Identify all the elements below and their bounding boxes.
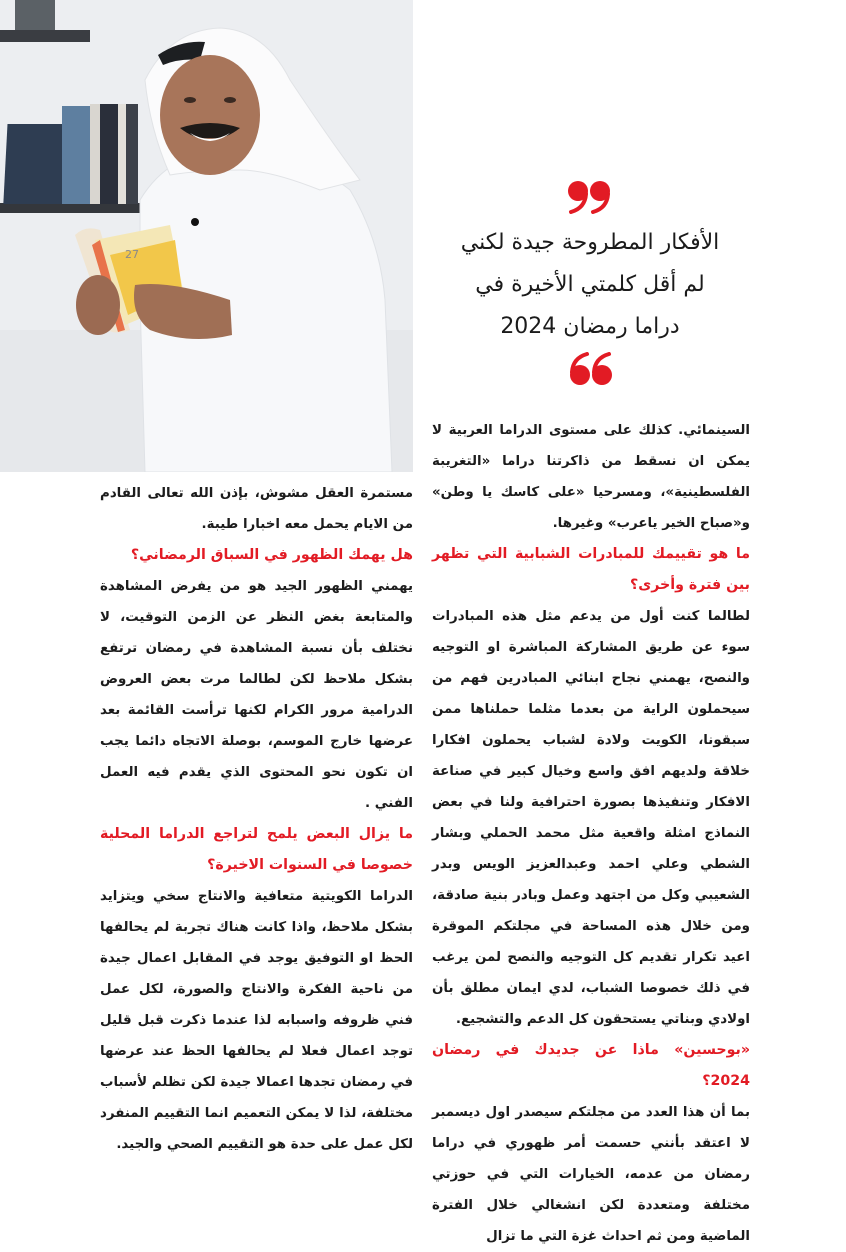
article-column-left (100, 478, 413, 1160)
article-column-right (432, 415, 750, 1252)
opening-quote-icon (567, 352, 613, 386)
shelf-bottom (0, 203, 140, 213)
paragraph: السينمائي. كذلك على مستوى الدراما العربية لا يمكن ان نسقط من ذاكرتنا دراما «التغريبة الفلسطينية»، ومسرحيا «على كاسك يا وطن» و«صباح الخير ياعرب» وغيرها. (432, 423, 750, 531)
paragraph: مستمرة العقل مشوش، بإذن الله تعالى القادم من الايام يحمل معه اخبارا طيبة. (100, 486, 413, 532)
face (160, 55, 260, 175)
pull-quote-line: الأفكار المطروحة جيدة لكني (460, 230, 720, 255)
book-cover-number: 27 (125, 248, 139, 261)
pull-quote-line: لم أقل كلمتي الأخيرة في (475, 272, 705, 297)
article-photo (0, 0, 413, 472)
question-heading: ما يزال البعض يلمح لتراجع الدراما المحلية خصوصا في السنوات الاخيرة؟ (100, 826, 413, 873)
paragraph: لطالما كنت أول من يدعم مثل هذه المبادرات سوء عن طريق المشاركة المباشرة او التوجيه والنصح، يهمني نجاح ابنائي المبادرين فهم من سيحملون الراية من بعدما مثلما حملناها ممن سبقونا، الكويت ولادة لشباب يحملون افكارا خلاقة ولديهم افق واسع وخيال كبير في صناعة الافكار وتنفيذها بصورة احترافية ولنا في بعض النماذج امثلة واقعية مثل محمد الحملي وبشار الشطي وعلي احمد وعبدالعزيز الويس وبدر الشعيبي وكل من اجتهد وعمل وبادر بنية صادقة، ومن خلال هذه المساحة في مجلتكم الموقرة اعيد تكرار تقديم كل التوجيه والنصح لمن يرغب في ذلك خصوصا الشباب، لدي ايمان مطلق بأن اولادي وبناتي يستحقون كل الدعم والتشجيع. (432, 609, 750, 1027)
closing-quote-icon (567, 180, 613, 214)
question-heading: «بوحسين» ماذا عن جديدك في رمضان 2024؟ (432, 1042, 750, 1089)
question-heading: هل يهمك الظهور في السباق الرمضاني؟ (130, 547, 413, 563)
shelf-top (0, 30, 90, 42)
pull-quote (430, 180, 750, 386)
portrait-illustration (0, 0, 413, 472)
pull-quote-line: دراما رمضان 2024 (500, 314, 680, 339)
paragraph: الدراما الكويتية متعافية والانتاج سخي ويتزايد بشكل ملاحظ، واذا كانت هناك تجربة لم يحالفها الحظ او التوفيق يوجد في المقابل اعمال جيدة من ناحية الفكرة والانتاج والصورة، لكل عمل فني ظروفه واسبابه لذا عندما ذكرت قبل قليل توجد اعمال فعلا لم يحالفها الحظ عند عرضها في رمضان تجدها اعمالا جيدة لكن تظلم لأسباب مختلفة، لذا لا يمكن التعميم انما التقييم المنفرد لكل عمل على حدة هو التقييم الصحي والجيد. (100, 889, 413, 1152)
question-heading: ما هو تقييمك للمبادرات الشبابية التي تظهر بين فترة وأخرى؟ (432, 546, 750, 593)
paragraph: بما أن هذا العدد من مجلتكم سيصدر اول ديسمبر لا اعتقد بأنني حسمت أمر ظهوري في دراما رمضان من عدمه، الخيارات التي في حوزتي مختلفة ومتعددة لكن انشغالي خلال الفترة الماضية ومن ثم احداث غزة التي ما تزال (432, 1105, 750, 1244)
pull-quote-text (430, 222, 750, 348)
paragraph: يهمني الظهور الجيد هو من يفرض المشاهدة والمتابعة بغض النظر عن الزمن التوقيت، لا نختلف بأن نسبة المشاهدة في رمضان ترتفع بشكل ملاحظ لكن لطالما مرت بعض العروض الدرامية مرور الكرام لكنها ترأست القائمة بعد عرضها خارج الموسم، بوصلة الاتجاه دائما يجب ان تكون نحو المحتوى الذي يقدم فيه العمل الفني . (100, 579, 413, 811)
left-hand (76, 275, 120, 335)
